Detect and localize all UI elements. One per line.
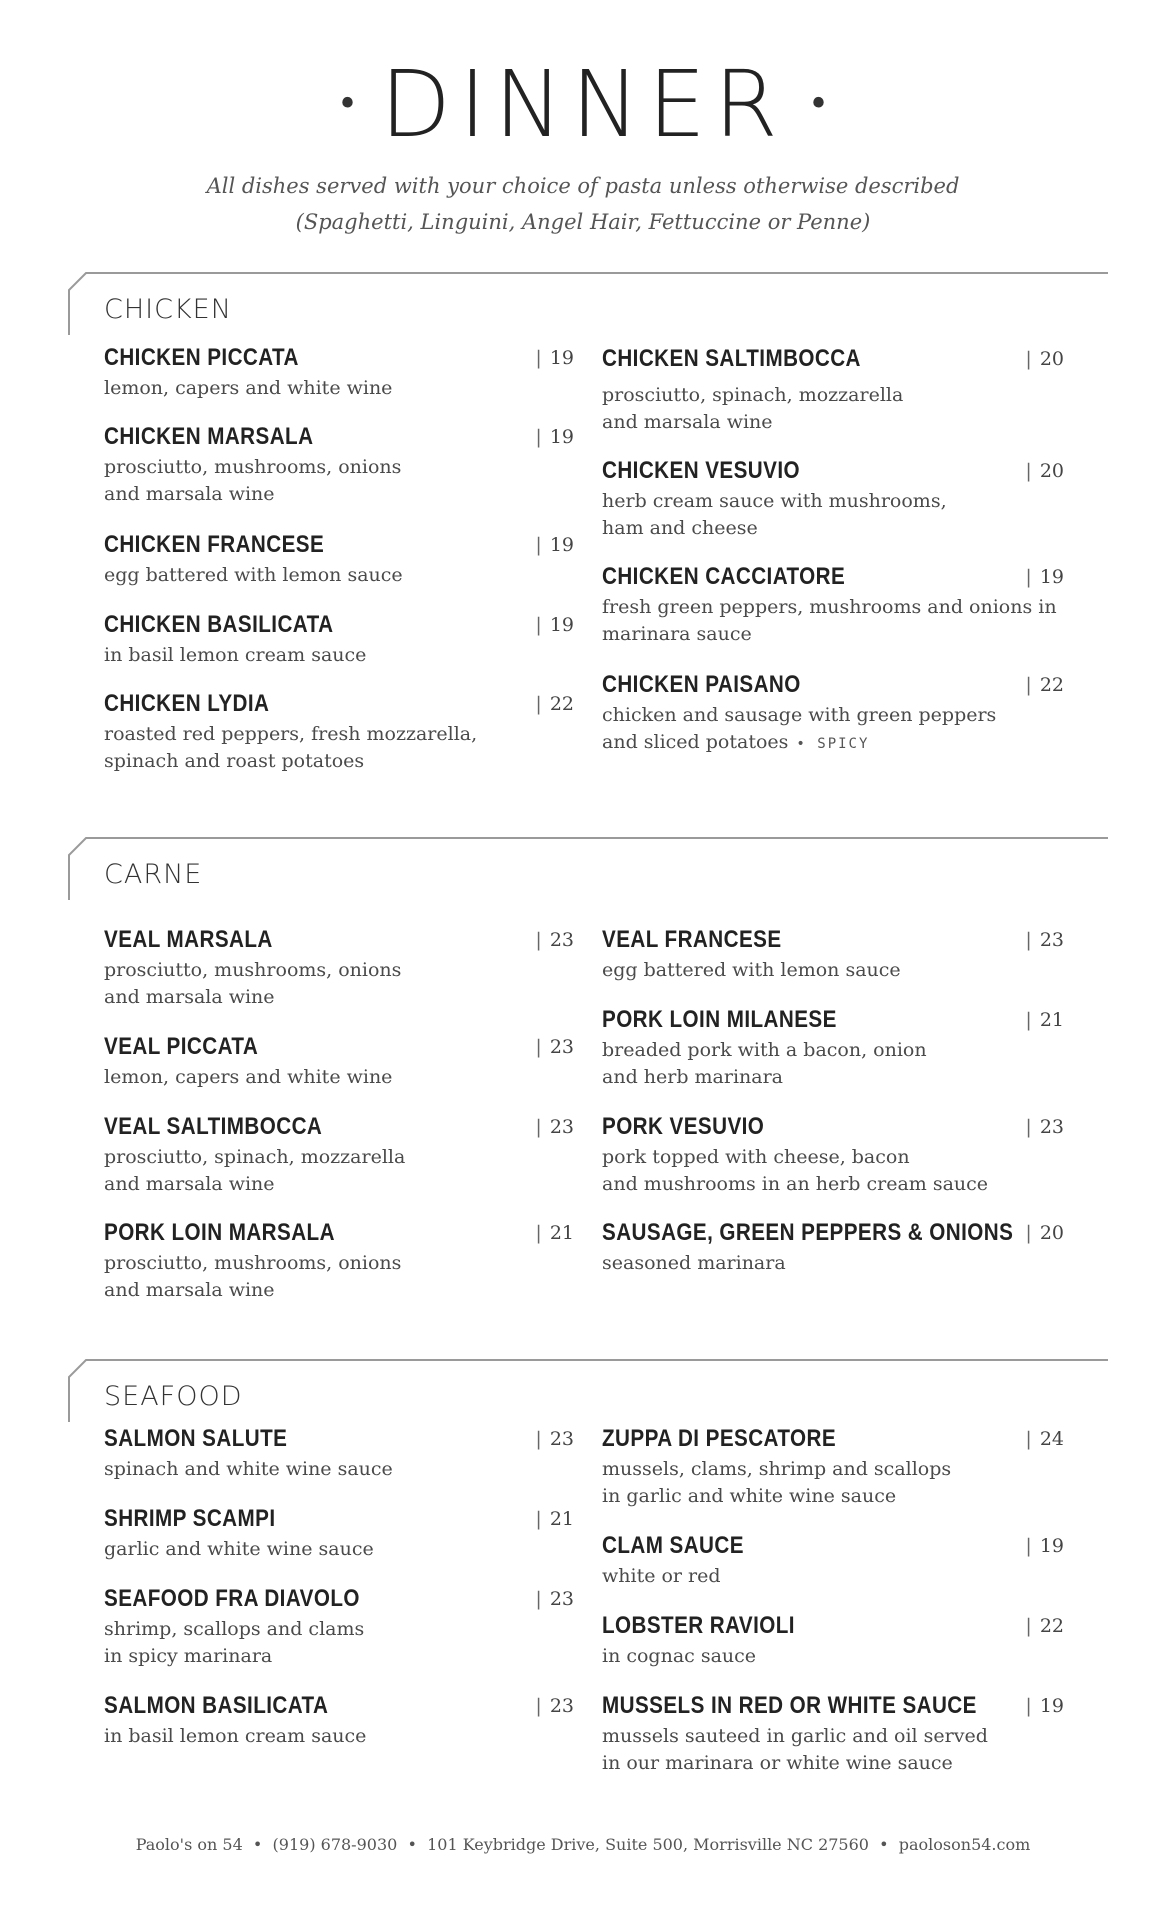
item-price: | 22 bbox=[1025, 1615, 1064, 1637]
menu-item bbox=[104, 610, 574, 669]
menu-item bbox=[104, 1032, 574, 1091]
item-description: breaded pork with a bacon, onion and herb marinara bbox=[602, 1039, 927, 1088]
item-price: | 20 bbox=[1025, 460, 1064, 482]
footer-separator: • bbox=[407, 1835, 417, 1854]
menu-item bbox=[104, 1112, 574, 1198]
item-description: prosciutto, mushrooms, onions and marsala wine bbox=[104, 456, 402, 505]
item-price: | 21 bbox=[535, 1222, 574, 1244]
item-name: CHICKEN PAISANO bbox=[602, 671, 801, 698]
item-price: | 19 bbox=[535, 426, 574, 448]
item-description: shrimp, scallops and clams in spicy marinara bbox=[104, 1618, 365, 1667]
item-name: ZUPPA DI PESCATORE bbox=[602, 1425, 837, 1452]
item-description: in cognac sauce bbox=[602, 1645, 757, 1667]
item-description: prosciutto, mushrooms, onions and marsala wine bbox=[104, 959, 402, 1008]
item-name: PORK LOIN MARSALA bbox=[104, 1219, 335, 1246]
item-description: in basil lemon cream sauce bbox=[104, 644, 367, 666]
item-name: VEAL FRANCESE bbox=[602, 926, 782, 953]
item-description: garlic and white wine sauce bbox=[104, 1538, 374, 1560]
footer-phone: (919) 678-9030 bbox=[272, 1835, 398, 1854]
item-price: | 21 bbox=[535, 1508, 574, 1530]
item-price: | 19 bbox=[535, 347, 574, 369]
title-text: DINNER bbox=[380, 51, 786, 158]
menu-item bbox=[104, 422, 574, 508]
item-name: CHICKEN LYDIA bbox=[104, 690, 270, 717]
item-price: | 23 bbox=[535, 1036, 574, 1058]
menu-item bbox=[104, 343, 574, 402]
section-heading-chicken: CHICKEN bbox=[104, 294, 232, 325]
footer bbox=[0, 1835, 1166, 1854]
footer-separator: • bbox=[252, 1835, 263, 1854]
item-name: CHICKEN MARSALA bbox=[104, 423, 314, 450]
item-price: | 22 bbox=[535, 693, 574, 715]
item-price: | 23 bbox=[1025, 929, 1064, 951]
item-name: CHICKEN VESUVIO bbox=[602, 457, 800, 484]
item-name: CHICKEN BASILICATA bbox=[104, 611, 334, 638]
item-price: | 22 bbox=[1025, 674, 1064, 696]
title-dot-left: • bbox=[336, 84, 359, 125]
section-heading-seafood: SEAFOOD bbox=[104, 1381, 243, 1412]
item-description: mussels, clams, shrimp and scallops in garlic and white wine sauce bbox=[602, 1458, 952, 1507]
item-description: prosciutto, spinach, mozzarella and marsala wine bbox=[602, 384, 904, 433]
item-description: herb cream sauce with mushrooms, ham and cheese bbox=[602, 490, 947, 539]
item-name: CHICKEN PICCATA bbox=[104, 344, 299, 371]
item-description: roasted red peppers, fresh mozzarella, spinach and roast potatoes bbox=[104, 723, 478, 772]
item-name: PORK VESUVIO bbox=[602, 1113, 765, 1140]
item-name: VEAL SALTIMBOCCA bbox=[104, 1113, 323, 1140]
footer-restaurant-name: Paolo's on 54 bbox=[135, 1835, 243, 1854]
menu-item bbox=[602, 1424, 1064, 1510]
menu-item bbox=[104, 1504, 574, 1563]
item-description: prosciutto, mushrooms, onions and marsala wine bbox=[104, 1252, 402, 1301]
subtitle-line-2: (Spaghetti, Linguini, Angel Hair, Fettuccine or Penne) bbox=[295, 210, 871, 234]
item-name: CHICKEN FRANCESE bbox=[104, 531, 325, 558]
item-name: SAUSAGE, GREEN PEPPERS & ONIONS bbox=[602, 1219, 1014, 1246]
item-price: | 24 bbox=[1025, 1428, 1064, 1450]
menu-item bbox=[104, 1584, 574, 1670]
item-name: CLAM SAUCE bbox=[602, 1532, 744, 1559]
item-name: LOBSTER RAVIOLI bbox=[602, 1612, 795, 1639]
menu-item bbox=[602, 670, 1064, 758]
item-name: SALMON BASILICATA bbox=[104, 1692, 329, 1719]
item-description: seasoned marinara bbox=[602, 1252, 786, 1274]
item-price: | 23 bbox=[1025, 1116, 1064, 1138]
menu-item bbox=[602, 1531, 1064, 1590]
item-price: | 20 bbox=[1025, 1222, 1064, 1244]
item-name: VEAL MARSALA bbox=[104, 926, 273, 953]
section-heading-carne: CARNE bbox=[104, 859, 203, 890]
item-name: CHICKEN CACCIATORE bbox=[602, 563, 846, 590]
menu-item bbox=[104, 1424, 574, 1483]
item-description: fresh green peppers, mushrooms and onions in marinara sauce bbox=[602, 596, 1057, 645]
item-description: spinach and white wine sauce bbox=[104, 1458, 393, 1480]
menu-item bbox=[104, 689, 574, 775]
item-price: | 19 bbox=[1025, 1695, 1064, 1717]
page-title bbox=[0, 51, 1166, 158]
item-description: egg battered with lemon sauce bbox=[104, 564, 403, 586]
menu-item bbox=[602, 1112, 1064, 1198]
item-price: | 19 bbox=[535, 614, 574, 636]
item-description: mussels sauteed in garlic and oil served in our marinara or white wine sauce bbox=[602, 1725, 988, 1774]
menu-item bbox=[104, 925, 574, 1011]
title-dot-right: • bbox=[807, 84, 830, 125]
item-description: lemon, capers and white wine bbox=[104, 1066, 393, 1088]
item-description: prosciutto, spinach, mozzarella and marsala wine bbox=[104, 1146, 406, 1195]
item-price: | 23 bbox=[535, 929, 574, 951]
item-price: | 23 bbox=[535, 1116, 574, 1138]
footer-website-link[interactable]: paoloson54.com bbox=[898, 1835, 1031, 1854]
menu-item bbox=[104, 1218, 574, 1304]
item-name: SHRIMP SCAMPI bbox=[104, 1505, 276, 1532]
menu-item bbox=[602, 562, 1064, 648]
subtitle-line-1: All dishes served with your choice of pasta unless otherwise described bbox=[206, 174, 960, 198]
item-name: SALMON SALUTE bbox=[104, 1425, 288, 1452]
item-description: egg battered with lemon sauce bbox=[602, 959, 901, 981]
item-description: chicken and sausage with green peppers and sliced potatoes • SPICY bbox=[602, 704, 997, 753]
menu-item bbox=[602, 1691, 1064, 1777]
menu-item bbox=[104, 1691, 574, 1750]
item-description: in basil lemon cream sauce bbox=[104, 1725, 367, 1747]
menu-item bbox=[602, 1005, 1064, 1091]
item-price: | 23 bbox=[535, 1428, 574, 1450]
item-price: | 23 bbox=[535, 1588, 574, 1610]
item-price: | 20 bbox=[1025, 348, 1064, 370]
item-name: PORK LOIN MILANESE bbox=[602, 1006, 837, 1033]
item-price: | 23 bbox=[535, 1695, 574, 1717]
item-price: | 19 bbox=[1025, 1535, 1064, 1557]
menu-item bbox=[602, 925, 1064, 984]
item-price: | 19 bbox=[1025, 566, 1064, 588]
item-description: pork topped with cheese, bacon and mushrooms in an herb cream sauce bbox=[602, 1146, 989, 1195]
item-price: | 19 bbox=[535, 534, 574, 556]
item-name: CHICKEN SALTIMBOCCA bbox=[602, 345, 861, 372]
item-name: VEAL PICCATA bbox=[104, 1033, 259, 1060]
item-name: SEAFOOD FRA DIAVOLO bbox=[104, 1585, 360, 1612]
footer-separator: • bbox=[879, 1835, 889, 1854]
menu-item bbox=[602, 1611, 1064, 1670]
menu-item bbox=[602, 344, 1064, 436]
item-description: white or red bbox=[602, 1565, 721, 1587]
menu-item bbox=[602, 456, 1064, 542]
section-rule-carne bbox=[68, 837, 1108, 901]
item-description: lemon, capers and white wine bbox=[104, 377, 393, 399]
spicy-tag: • SPICY bbox=[796, 736, 870, 752]
footer-address: 101 Keybridge Drive, Suite 500, Morrisville NC 27560 bbox=[427, 1835, 869, 1854]
menu-item bbox=[104, 530, 574, 589]
menu-item bbox=[602, 1218, 1064, 1277]
item-price: | 21 bbox=[1025, 1009, 1064, 1031]
item-name: MUSSELS IN RED OR WHITE SAUCE bbox=[602, 1692, 977, 1719]
